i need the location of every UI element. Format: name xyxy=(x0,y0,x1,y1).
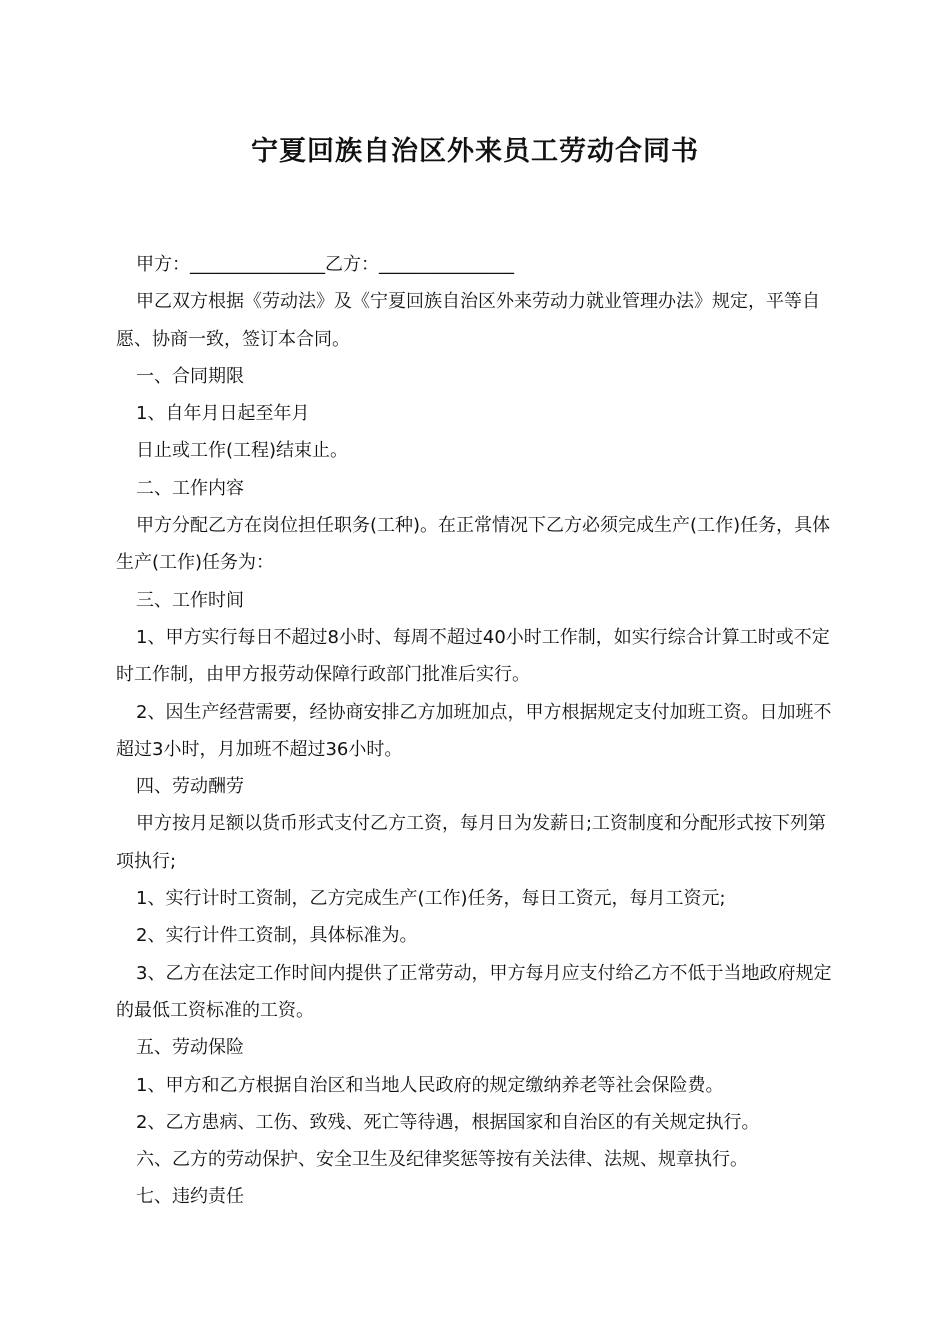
insurance-clause-2: 2、乙方患病、工伤、致残、死亡等待遇，根据国家和自治区的有关规定执行。 xyxy=(136,1111,760,1133)
work-hours-clause-1: 1、甲方实行每日不超过8小时、每周不超过40小时工作制，如实行综合计算工时或不定时工作制，由甲方报劳动保障行政部门批准后实行。 xyxy=(116,626,830,686)
pay-clause-1: 1、实行计时工资制，乙方完成生产(工作)任务，每日工资元，每月工资元; xyxy=(136,888,726,910)
section-heading-pay: 四、劳动酬劳 xyxy=(136,776,244,798)
pay-clause-2: 2、实行计件工资制，具体标准为。 xyxy=(136,925,418,947)
parties-line: 甲方：_______________乙方：_______________ xyxy=(136,254,514,275)
preamble-paragraph: 甲乙双方根据《劳动法》及《宁夏回族自治区外来劳动力就业管理办法》规定，平等自愿、协商一致，签订本合同。 xyxy=(116,291,820,350)
document-body xyxy=(116,246,840,1216)
insurance-clause-1: 1、甲方和乙方根据自治区和当地人民政府的规定缴纳养老等社会保险费。 xyxy=(136,1074,724,1096)
term-clause-1: 1、自年月日起至年月 xyxy=(136,403,310,425)
section-heading-work-hours: 三、工作时间 xyxy=(136,589,244,611)
section-heading-term: 一、合同期限 xyxy=(136,365,244,387)
section-heading-liability: 七、违约责任 xyxy=(136,1186,244,1208)
section-six-paragraph: 六、乙方的劳动保护、安全卫生及纪律奖惩等按有关法律、法规、规章执行。 xyxy=(136,1149,748,1171)
section-heading-work-content: 二、工作内容 xyxy=(136,477,244,499)
work-hours-clause-2: 2、因生产经营需要，经协商安排乙方加班加点，甲方根据规定支付加班工资。日加班不超过3小时，月加班不超过36小时。 xyxy=(116,701,832,760)
term-clause-1-cont: 日止或工作(工程)结束止。 xyxy=(136,440,349,462)
section-heading-insurance: 五、劳动保险 xyxy=(136,1037,244,1059)
pay-clause-3: 3、乙方在法定工作时间内提供了正常劳动，甲方每月应支付给乙方不低于当地政府规定的最低工资标准的工资。 xyxy=(116,962,832,1021)
document-title: 宁夏回族自治区外来员工劳动合同书 xyxy=(251,136,699,167)
work-content-paragraph: 甲方分配乙方在岗位担任职务(工种)。在正常情况下乙方必须完成生产(工作)任务，具体生产(工作)任务为： xyxy=(116,515,831,574)
pay-paragraph: 甲方按月足额以货币形式支付乙方工资，每月日为发薪日;工资制度和分配形式按下列第项执行; xyxy=(116,813,827,872)
